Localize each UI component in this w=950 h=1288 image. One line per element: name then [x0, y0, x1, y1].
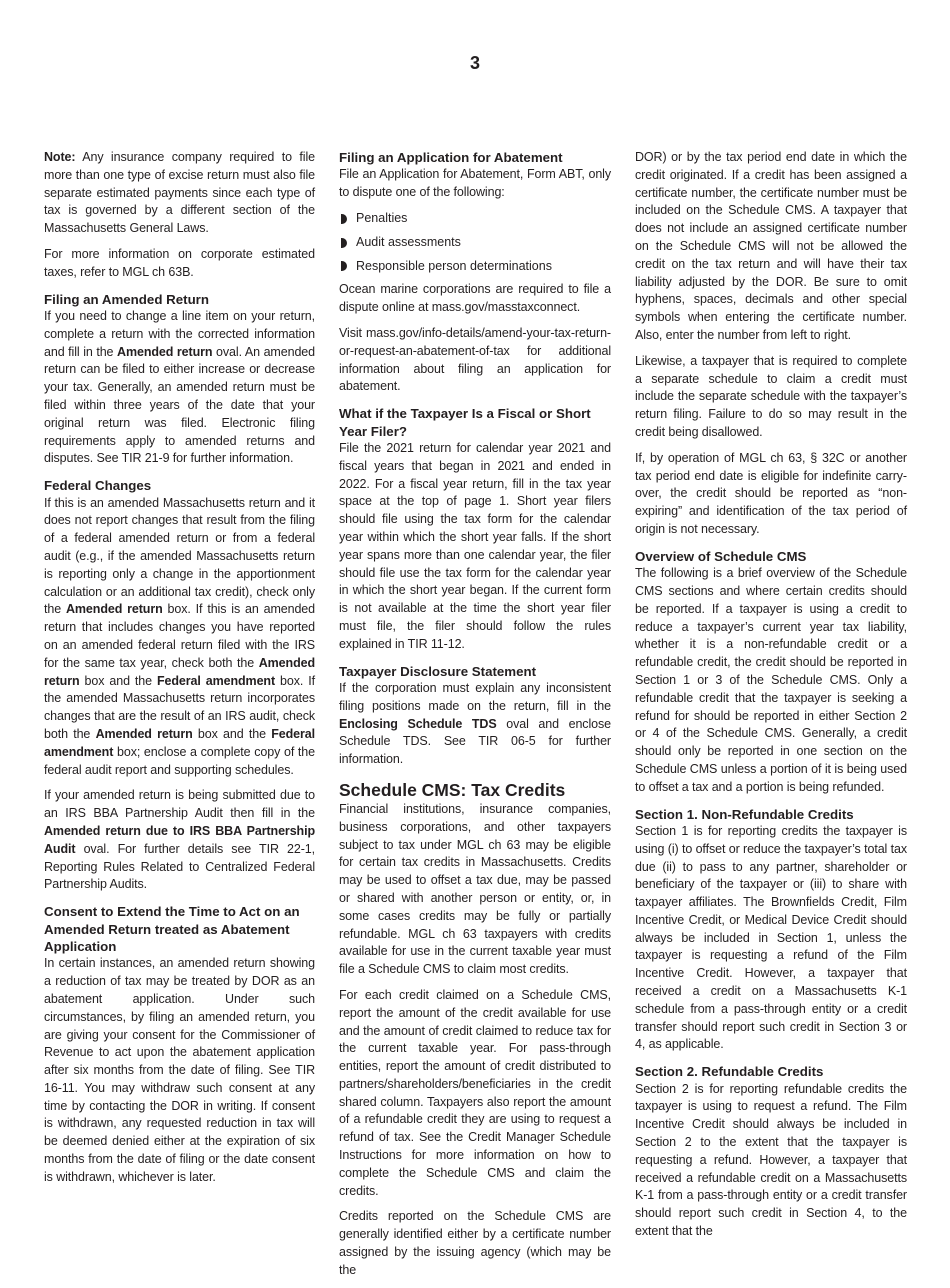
- schedule-cms-heading: Schedule CMS: Tax Credits: [339, 779, 566, 800]
- cms-paragraph-1: Financial institutions, insurance companies, business corporations, and other taxpayers subject to tax under MGL ch 63 may be eligible for certain tax credits in Massachusetts. Credits may be used to offset a tax due, may be passed or shared with another person or entity, or, in some cases credits may be fully or partially refundable. MGL ch 63 taxpayers with credits available for use in the current taxable year must file a Schedule CMS to claim most credits.: [339, 801, 611, 977]
- certificate-paragraph: DOR) or by the tax period end date in which the credit originated. If a credit has been assigned a certificate number, the certificate number must be included on the Schedule CMS. A taxpayer that does not include an assigned certificate number on the Schedule CMS will not be allowed the credit on the tax return and will have their tax liability adjusted by the DOR. Be sure to omit hyphens, spaces, decimals and other special symbols when entering the certificate number. Also, enter the number from left to right.: [635, 150, 907, 342]
- abatement-list: [339, 210, 611, 275]
- section-2-heading: Section 2. Refundable Credits: [635, 1064, 824, 1080]
- federal-changes-heading: Federal Changes: [44, 478, 152, 494]
- column-left: [44, 149, 315, 1195]
- disclosure-heading: Taxpayer Disclosure Statement: [339, 663, 537, 679]
- federal-changes-paragraph: If this is an amended Massachusetts return and it does not report changes that result from the filing of a federal amended return or from a federal audit (e.g., if the amended Massachusetts return is reporting only a change in the apportionment calculation or an additional tax credit), check only the Amended return box. If this is an amended return that includes changes you have reported on an amended federal return filed with the IRS for the same tax year, check both the Amended return box and the Federal amendment box. If the amended Massachusetts return incorporates changes that are the result of an IRS audit, check both the Amended return box and the Federal amendment box; enclose a complete copy of the federal audit report and supporting schedules.: [44, 495, 316, 777]
- amended-return-paragraph: If you need to change a line item on your return, complete a return with the corrected information and fill in the Amended return oval. An amended return can be filed to either increase or decrease your tax. Generally, an amended return must be filed within three years of the date that your original return was filed. Electronic filing requirements apply to amended returns and disputes. See TIR 21-9 for further information.: [44, 308, 315, 466]
- non-expiring-paragraph: If, by operation of MGL ch 63, § 32C or another tax period end date is eligible for indefinite carry-over, the credit should be reported as “non-expiring” and identification of the tax period of origin is not necessary.: [635, 450, 907, 536]
- note-label: Note:: [44, 150, 76, 164]
- bullet-icon: [341, 238, 347, 248]
- estimated-info-paragraph: For more information on corporate estimated taxes, refer to MGL ch 63B.: [44, 246, 315, 279]
- abatement-heading: Filing an Application for Abatement: [339, 150, 563, 165]
- visit-paragraph: Visit mass.gov/info-details/amend-your-tax-return-or-request-an-abatement-of-tax for additional information about filing an application for abatement.: [339, 325, 611, 394]
- abatement-intro: File an Application for Abatement, Form ABT, only to dispute one of the following:: [339, 167, 611, 200]
- fiscal-year-heading: What if the Taxpayer Is a Fiscal or Short Year Filer?: [339, 406, 591, 439]
- overview-paragraph: The following is a brief overview of the Schedule CMS sections and where certain credits should be reported. If a taxpayer is using a credit to reduce a taxpayer’s current year tax liability, whether it is a non-refundable credit or a refundable credit, the credit should be reported in Section 1 or 3 of the Schedule CMS. Only a refundable credit that the taxpayer is seeking a refund for should be reported in either Section 2 or 4 of the Schedule CMS. Generally, a credit should only be reported in one section on the Schedule CMS unless a portion of it is being used to offset a tax and a portion is being refunded.: [635, 566, 907, 794]
- column-right: [635, 149, 907, 1249]
- ocean-marine-paragraph: Ocean marine corporations are required to file a dispute online at mass.gov/masstaxconnect.: [339, 282, 611, 315]
- bullet-icon: [341, 214, 347, 224]
- fiscal-year-paragraph: File the 2021 return for calendar year 2021 and fiscal years that began in 2021 and ended in 2022. For a fiscal year return, fill in the tax year space at the top of page 1. Short year filers should file using the tax form for the calendar year within which the short year falls. If the short year spans more than one calendar year, the filer should file use the tax form for the calendar year in which the short year began. If the current form is not available at the time the short year filer must file, the filer should follow the rules explained in TIR 11-12.: [339, 440, 611, 651]
- bba-audit-paragraph: If your amended return is being submitted due to an IRS BBA Partnership Audit then fill in the Amended return due to IRS BBA Partnership Audit oval. For further details see TIR 22-1, Reporting Rules Related to Centralized Federal Partnership Audits.: [44, 788, 315, 892]
- cms-paragraph-2: For each credit claimed on a Schedule CMS, report the amount of the credit available for use and the amount of credit claimed to reduce tax for the current taxable year. For pass-through entities, report the amount of credit distributed to partners/shareholders/beneficiaries in the credit shared column. Taxpayers also report the amount of a refundable credit they are using to request a refund of tax. See the Credit Manager Schedule Instructions for more information on how to complete the Schedule CMS and claim the credits.: [339, 987, 611, 1198]
- overview-heading: Overview of Schedule CMS: [635, 548, 807, 564]
- bullet-icon: [341, 261, 347, 271]
- separate-schedule-paragraph: Likewise, a taxpayer that is required to complete a separate schedule to claim a credit must include the separate schedule with the taxpayer’s return filing. Failure to do so may result in the credit being disallowed.: [635, 353, 907, 439]
- note-paragraph: Note: Any insurance company required to file more than one type of excise return must also file separate estimated payments since each type of tax is governed by a different section of the Massachusetts General Laws.: [44, 150, 315, 236]
- cms-paragraph-3: Credits reported on the Schedule CMS are generally identified either by a certificate number assigned by the issuing agency (which may be the: [339, 1209, 611, 1277]
- section-2-paragraph: Section 2 is for reporting refundable credits the taxpayer is using to request a refund. The Film Incentive Credit should always be included in Section 2 to the extent that the taxpayer is requesting a refund. However, a taxpayer that received a refundable credit on a Massachusetts K-1 from a pass-through entity or a credit transfer should report such credit in Section 4, to the extent that the: [635, 1081, 907, 1239]
- consent-heading: Consent to Extend the Time to Act on an Amended Return treated as Abatement Application: [44, 904, 300, 954]
- column-middle: [339, 149, 611, 1288]
- list-item: Audit assessments: [339, 234, 611, 252]
- list-item: Responsible person determinations: [339, 258, 611, 276]
- page-number: 3: [469, 53, 480, 73]
- section-1-paragraph: Section 1 is for reporting credits the taxpayer is using (i) to offset or reduce the taxpayer’s total tax due (ii) to pass to any partner, shareholder or beneficiary of the taxpayer or (iii) to share with taxpayer affiliates. The Brownfields Credit, Film Incentive Credit, or Medical Device Credit should always be included in Section 1, unless the taxpayer is requesting a refund of the Film Incentive Credit. However, a taxpayer that received a credit on a Massachusetts K-1 schedule from a pass-through entity or a credit transfer should report such credit in Section 3 or 4, as applicable.: [635, 823, 907, 1052]
- list-item: Penalties: [339, 210, 611, 228]
- section-1-heading: Section 1. Non-Refundable Credits: [635, 806, 854, 822]
- disclosure-paragraph: If the corporation must explain any inconsistent filing positions made on the return, fill in the Enclosing Schedule TDS oval and enclose Schedule TDS. See TIR 06-5 for further information.: [339, 680, 611, 767]
- consent-paragraph: In certain instances, an amended return showing a reduction of tax may be treated by DOR as an abatement application. Under such circumstances, by filing an amended return, you are giving your consent for the Commissioner of Revenue to act upon the abatement application after six months from the date of filing. See TIR 16-11. You may withdraw such consent at any time by contacting the DOR in writing. If consent is withdrawn, any requested reduction in tax will be deemed denied either at the expiration of six months from the date of filing or the date consent is withdrawn, whichever is later.: [44, 956, 315, 1184]
- amended-return-heading: Filing an Amended Return: [44, 291, 209, 307]
